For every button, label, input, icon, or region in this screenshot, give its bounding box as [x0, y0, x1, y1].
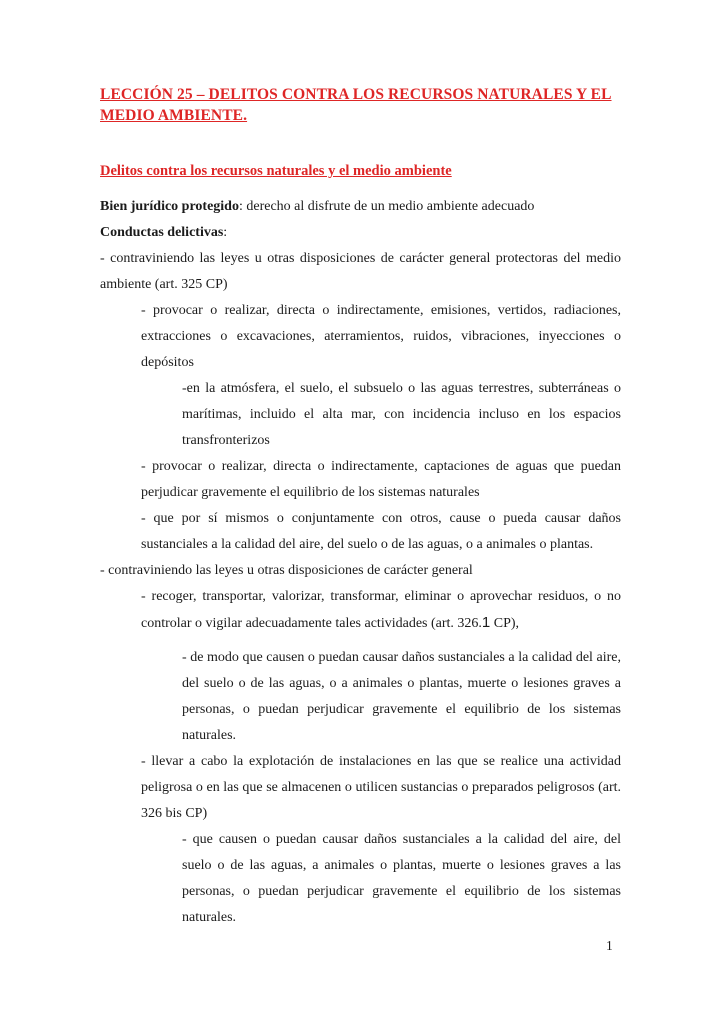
text-segment: - contraviniendo las leyes u otras disposiciones de carácter general protectoras del medio ambiente (art. 325 CP)	[100, 251, 621, 292]
text-segment: - que causen o puedan causar daños sustanciales a la calidad del aire, del suelo o de las aguas, a animales o plantas, muerte o lesiones graves a las personas, o puedan perjudicar gravemente el equilibrio de los sistemas naturales.	[182, 832, 621, 925]
text-segment: CP),	[490, 616, 520, 631]
section-heading: Delitos contra los recursos naturales y el medio ambiente	[100, 163, 452, 179]
paragraph	[100, 246, 621, 298]
document-title-line-2: MEDIO AMBIENTE.	[100, 107, 248, 124]
text-segment: - que por sí mismos o conjuntamente con otros, cause o pueda causar daños sustanciales a la calidad del aire, del suelo o de las aguas, o a animales o plantas.	[141, 511, 621, 552]
text-segment: - recoger, transportar, valorizar, transformar, eliminar o aprovechar residuos, o no controlar o vigilar adecuadamente tales actividades (art. 326.	[141, 589, 621, 631]
paragraph	[182, 827, 621, 931]
text-segment: Conductas delictivas	[100, 225, 224, 240]
text-segment: :	[223, 225, 228, 240]
text-segment: - contraviniendo las leyes u otras disposiciones de carácter general	[100, 563, 473, 578]
text-segment: : derecho al disfrute de un medio ambiente adecuado	[238, 199, 535, 214]
paragraph	[100, 558, 621, 584]
paragraph	[141, 506, 621, 558]
paragraph	[141, 584, 621, 637]
text-segment: Bien jurídico protegido	[100, 199, 239, 214]
page-number: 1	[606, 938, 613, 953]
document-body	[100, 194, 621, 931]
document-content	[100, 84, 621, 931]
paragraph	[100, 194, 621, 220]
text-segment: - provocar o realizar, directa o indirectamente, emisiones, vertidos, radiaciones, extracciones o excavaciones, aterramientos, ruidos, vibraciones, inyecciones o depósitos	[141, 303, 621, 370]
paragraph	[141, 749, 621, 827]
paragraph	[141, 454, 621, 506]
document-title	[100, 84, 621, 126]
paragraph	[182, 645, 621, 749]
text-segment: - llevar a cabo la explotación de instalaciones en las que se realice una actividad peligrosa o en las que se almacenen o utilicen sustancias o preparados peligrosos (art. 326 bis CP)	[141, 754, 621, 821]
text-segment: - de modo que causen o puedan causar daños sustanciales a la calidad del aire, del suelo o de las aguas, o a animales o plantas, muerte o lesiones graves a personas, o puedan perjudicar gravemente el equilibrio de los sistemas naturales.	[182, 650, 621, 743]
paragraph	[182, 376, 621, 454]
paragraph	[141, 298, 621, 376]
document-title-line-1: LECCIÓN 25 – DELITOS CONTRA LOS RECURSOS NATURALES Y EL	[100, 86, 612, 103]
text-segment: 1	[481, 614, 491, 631]
paragraph	[100, 220, 621, 246]
text-segment: -en la atmósfera, el suelo, el subsuelo o las aguas terrestres, subterráneas o marítimas, incluido el alta mar, con incidencia incluso en los espacios transfronterizos	[182, 381, 621, 448]
text-segment: - provocar o realizar, directa o indirectamente, captaciones de aguas que puedan perjudicar gravemente el equilibrio de los sistemas naturales	[141, 459, 621, 500]
